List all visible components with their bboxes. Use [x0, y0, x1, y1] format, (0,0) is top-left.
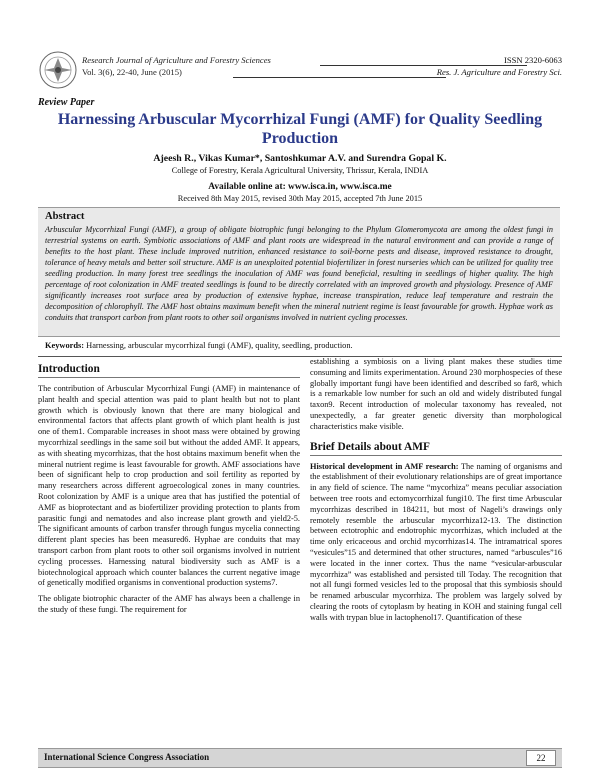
- introduction-paragraph-1: The contribution of Arbuscular Mycorrhizal Fungi (AMF) in maintenance of plant health and special attention was paid to plant health but not to plant growth which is obviously known that there are many biological and environmental factors that affects plant growth of which plant health is just one of them1. Comparable increases in shoot mass were obtained by growing mycorrhizal seedlings in the same soil but without the added AMF. It appears, as with sheating mycorrhizas, that the host obtains maximum benefit when the mineral nutrient regime is least favourable for growth. AMF associations have been of significant help to crop production and soil fertility as reported by many researchers across different agroecological zones in many countries. Root colonization by AMF is a unique area that has justified the potential of AMF as bioprotectant and as biofertilizer providing protection to plants from parasitic fungi and nematodes and also increase plant growth and yield2-5. The significant amounts of carbon transfer through fungus mycelia connecting different plant species has been measured6. Hyphae are conduits that may transport carbon from plant roots to other soil organisms involved in nutrient cycling processes. Harnessing natural biodiversity such as AMF is a biotechnological approach which counter balances the current negative image of genetically modified organisms in conventional production systems7.: [38, 384, 300, 588]
- brief-details-paragraph: [310, 462, 562, 624]
- paper-title: Harnessing Arbuscular Mycorrhizal Fungi (AMF) for Quality Seedling Production: [57, 111, 543, 147]
- historical-development-text: The naming of organisms and the establishment of their evolutionary relationships are of great importance in any field of science. The name “mycorhiza” means peculiar association between tree roots and ectomycorrhizal fungi10. The first time Arbuscular mycorrhizas described in 184211, but most of Nageli’s drawings only remotely resemble the arbuscular mycorrhiza12-13. The distinction between ectotrophic and endotrophic mycorrhizas, which included at the time only ericaceous and orchid mycorrhizas14. The intramatrical spores “vesicules”15 and determined that other structures, named “arbuscules”16 were located in the inner cortex. Thus the name “vesicular-arbuscular mycorrhiza” was established and persisted till Today. The recognition that not all fungi formed vesicles led to the proposal that this symbiosis should be renamed arbuscular mycorrhiza. The problem was largely solved by clearing the roots of cytoplasm by heating in KOH and staining fungal cell walls with trypan blue in lactophenol17. Quantification of these: [310, 461, 562, 622]
- left-column: [38, 363, 300, 616]
- journal-name: Research Journal of Agriculture and Forestry Sciences: [82, 55, 271, 65]
- brief-details-heading: Brief Details about AMF: [310, 441, 562, 456]
- keywords-label: Keywords:: [45, 341, 85, 350]
- paper-type: Review Paper: [38, 97, 95, 108]
- introduction-paragraph-2: The obligate biotrophic character of the AMF has always been a challenge in the study of these fungi. The requirement for: [38, 594, 300, 614]
- abstract-box: [38, 207, 560, 337]
- keywords: [45, 341, 353, 350]
- abstract-text: Arbuscular Mycorrhizal Fungi (AMF), a group of obligate biotrophic fungi belonging to the Phylum Glomeromycota are among the oldest fungi in terrestrial systems on earth. Symbiotic associations of AMF and plant roots are widespread in the natural environment and can provide a range of benefits to the host plant. These include improved nutrition, enhanced resistance to soil-borne pests and disease, improved resistance to drought, tolerance of heavy metals and better soil structure. AMF is an unexploited potential biofertilizer in forest nurseries which can be utilized for quality tree seedling production. In many forest tree seedlings the inoculation of AMF was found beneficial, resulting in seedlings of higher quality. The high percentage of root colonization in AMF treated seedlings is found to be directly correlated with an improved growth and physiology. Presence of AMF significantly increases root surface area by production of extensive hyphae, increase transpiration, reduce leaf temperature and restrain the decomposition of chlorophyll. The AMF host obtains maximum benefit when the mineral nutrient regime is least favourable for growth. Hyphae work as conduits that transport carbon from plant roots to other soil organisms involved in nutrient cycling processes.: [45, 225, 553, 322]
- journal-issn: ISSN 2320-6063: [503, 55, 562, 65]
- footer-association: International Science Congress Association: [44, 752, 210, 762]
- right-column: [310, 357, 562, 624]
- introduction-paragraph-3: establishing a symbiosis on a living plant makes these studies time consuming and limits experimentation. Around 230 morphospecies of these globally important fungi have been identified and described so far8, which is a remarkable low number for such an old and widely distributed fungal taxon9. Recent introduction of molecular taxonomy has revealed, not unexpectedly, a far greater genetic diversity than morphological characteristics make visible.: [310, 357, 562, 431]
- page-number: 22: [526, 750, 556, 766]
- journal-header: [38, 50, 562, 90]
- abstract-heading: Abstract: [45, 211, 85, 222]
- available-online: Available online at: www.isca.in, www.isca.me: [208, 182, 392, 192]
- journal-volume: Vol. 3(6), 22-40, June (2015): [82, 67, 182, 77]
- authors: Ajeesh R., Vikas Kumar*, Santoshkumar A.V. and Surendra Gopal K.: [153, 153, 447, 164]
- received-dates: Received 8th May 2015, revised 30th May 2015, accepted 7th June 2015: [177, 194, 423, 203]
- header-rule: [233, 77, 446, 78]
- page-footer: [38, 748, 562, 768]
- journal-abbreviation: Res. J. Agriculture and Forestry Sci.: [436, 67, 562, 77]
- journal-logo-icon: [38, 50, 78, 90]
- keywords-text: Harnessing, arbuscular mycorrhizal fungi (AMF), quality, seedling, production.: [86, 341, 353, 350]
- introduction-heading: Introduction: [38, 363, 300, 378]
- historical-development-lead: Historical development in AMF research:: [310, 461, 459, 471]
- affiliation: College of Forestry, Kerala Agricultural University, Thrissur, Kerala, INDIA: [171, 166, 429, 175]
